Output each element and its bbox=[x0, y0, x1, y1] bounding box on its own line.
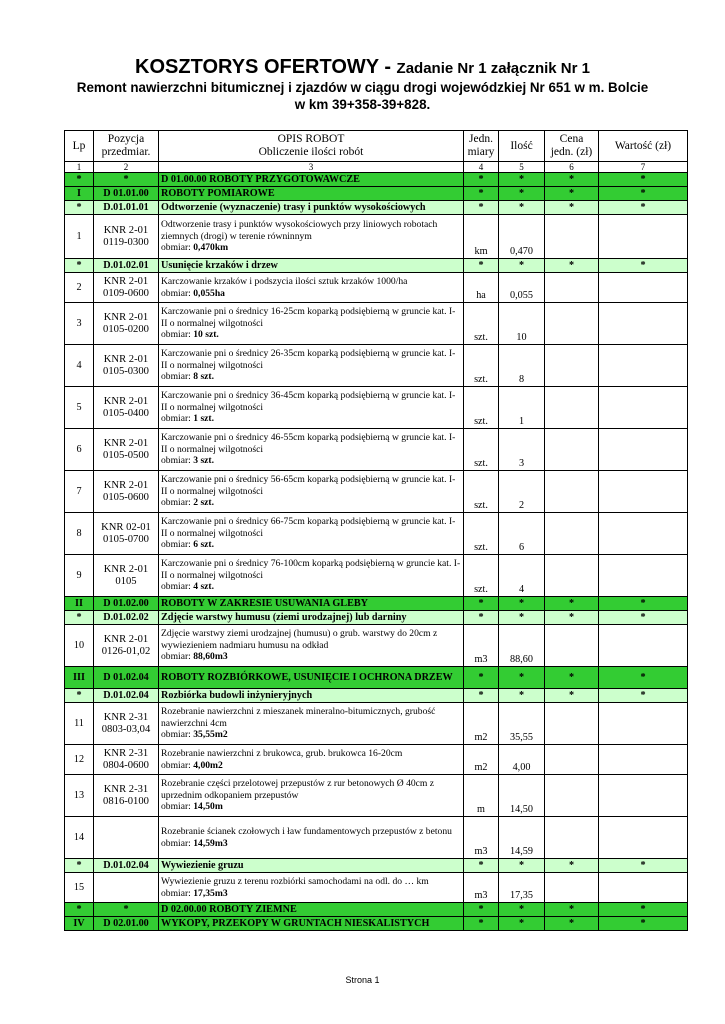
row-star: * bbox=[464, 917, 499, 931]
quantity-label: obmiar: bbox=[161, 581, 194, 593]
row-code: KNR 2-31 0803-03,04 bbox=[94, 703, 159, 745]
row-unit: szt. bbox=[464, 345, 499, 387]
quantity-label: obmiar: bbox=[161, 329, 194, 341]
row-star: * bbox=[464, 259, 499, 273]
section-row bbox=[65, 903, 688, 917]
quantity-label: obmiar: bbox=[161, 497, 194, 509]
item-row bbox=[65, 745, 688, 775]
header-jedn: Jedn. miary bbox=[464, 131, 499, 162]
row-code: KNR 02-01 0105-0700 bbox=[94, 513, 159, 555]
item-row bbox=[65, 471, 688, 513]
row-star: * bbox=[499, 667, 545, 689]
row-qty: 2 bbox=[499, 471, 545, 513]
row-lp: II bbox=[65, 597, 94, 611]
quantity-line bbox=[161, 497, 461, 508]
row-lp: 14 bbox=[65, 817, 94, 859]
row-title: ROBOTY ROZBIÓRKOWE, USUNIĘCIE I OCHRONA DRZEW bbox=[159, 667, 464, 689]
row-lp: 5 bbox=[65, 387, 94, 429]
quantity-line bbox=[161, 760, 461, 771]
item-row bbox=[65, 345, 688, 387]
row-star: * bbox=[499, 859, 545, 873]
quantity-value: 2 szt. bbox=[193, 497, 215, 509]
row-lp: 10 bbox=[65, 625, 94, 667]
subsection-row bbox=[65, 859, 688, 873]
row-code: KNR 2-31 0804-0600 bbox=[94, 745, 159, 775]
description-text: Karczowanie pni o średnicy 66-75cm koparką podsiębierną w gruncie kat. I-II o normalnej wilgotności bbox=[161, 516, 456, 539]
row-star: * bbox=[499, 187, 545, 201]
row-star: * bbox=[499, 597, 545, 611]
row-code: D.01.02.02 bbox=[94, 611, 159, 625]
quantity-label: obmiar: bbox=[161, 837, 194, 849]
row-code: D 01.01.00 bbox=[94, 187, 159, 201]
row-unit: m3 bbox=[464, 817, 499, 859]
row-value bbox=[599, 817, 688, 859]
row-value bbox=[599, 215, 688, 259]
row-qty: 10 bbox=[499, 303, 545, 345]
row-star: * bbox=[499, 201, 545, 215]
row-title: ROBOTY W ZAKRESIE USUWANIA GLEBY bbox=[159, 597, 464, 611]
row-lp: 2 bbox=[65, 273, 94, 303]
description-text: Karczowanie pni o średnicy 46-55cm koparką podsiębierną w gruncie kat. I-II o normalnej wilgotności bbox=[161, 432, 456, 455]
row-star: * bbox=[545, 201, 599, 215]
row-star: * bbox=[545, 903, 599, 917]
row-code: KNR 2-01 0105-0500 bbox=[94, 429, 159, 471]
quantity-line bbox=[161, 888, 461, 899]
row-description bbox=[159, 703, 464, 745]
row-star: * bbox=[599, 903, 688, 917]
quantity-value: 4,00m2 bbox=[193, 759, 223, 771]
row-description bbox=[159, 513, 464, 555]
quantity-line bbox=[161, 801, 461, 812]
row-star: * bbox=[464, 611, 499, 625]
row-star: * bbox=[599, 611, 688, 625]
row-star: * bbox=[599, 667, 688, 689]
column-number-row bbox=[65, 162, 688, 173]
cost-estimate-table bbox=[64, 130, 688, 931]
quantity-label: obmiar: bbox=[161, 371, 194, 383]
item-row bbox=[65, 303, 688, 345]
quantity-line bbox=[161, 288, 461, 299]
row-lp: IV bbox=[65, 917, 94, 931]
quantity-line bbox=[161, 651, 461, 662]
row-qty: 14,59 bbox=[499, 817, 545, 859]
row-lp: * bbox=[65, 903, 94, 917]
row-lp: 15 bbox=[65, 873, 94, 903]
row-star: * bbox=[545, 187, 599, 201]
quantity-label: obmiar: bbox=[161, 729, 194, 741]
section-row bbox=[65, 917, 688, 931]
document-title bbox=[0, 56, 725, 79]
row-lp: 8 bbox=[65, 513, 94, 555]
colnum: 7 bbox=[599, 162, 688, 173]
row-price bbox=[545, 429, 599, 471]
quantity-label: obmiar: bbox=[161, 651, 194, 663]
row-code bbox=[94, 873, 159, 903]
quantity-line bbox=[161, 371, 461, 382]
header-ilosc: Ilość bbox=[499, 131, 545, 162]
colnum: 1 bbox=[65, 162, 94, 173]
row-code: KNR 2-01 0119-0300 bbox=[94, 215, 159, 259]
item-row bbox=[65, 703, 688, 745]
row-unit: m2 bbox=[464, 745, 499, 775]
row-price bbox=[545, 625, 599, 667]
subsection-row bbox=[65, 259, 688, 273]
description-text: Rozebranie ścianek czołowych i ław fundamentowych przepustów z betonu bbox=[161, 826, 452, 838]
row-lp: III bbox=[65, 667, 94, 689]
row-code bbox=[94, 817, 159, 859]
quantity-label: obmiar: bbox=[161, 287, 194, 299]
row-star: * bbox=[499, 689, 545, 703]
row-star: * bbox=[599, 173, 688, 187]
description-text: Rozebranie nawierzchni z mieszanek mineralno-bitumicznych, grubość nawierzchni 4cm bbox=[161, 706, 436, 729]
row-lp: * bbox=[65, 859, 94, 873]
row-lp: * bbox=[65, 689, 94, 703]
row-title: Rozbiórka budowli inżynieryjnych bbox=[159, 689, 464, 703]
row-unit: m3 bbox=[464, 873, 499, 903]
row-star: * bbox=[464, 597, 499, 611]
row-star: * bbox=[499, 917, 545, 931]
quantity-label: obmiar: bbox=[161, 455, 194, 467]
row-qty: 4,00 bbox=[499, 745, 545, 775]
header-opis bbox=[159, 131, 464, 162]
row-unit: szt. bbox=[464, 387, 499, 429]
row-price bbox=[545, 471, 599, 513]
quantity-label: obmiar: bbox=[161, 413, 194, 425]
description-text: Karczowanie pni o średnicy 36-45cm koparką podsiębierną w gruncie kat. I-II o normalnej wilgotności bbox=[161, 390, 456, 413]
row-star: * bbox=[464, 903, 499, 917]
quantity-label: obmiar: bbox=[161, 759, 194, 771]
quantity-value: 0,055ha bbox=[193, 287, 225, 299]
row-unit: szt. bbox=[464, 555, 499, 597]
quantity-value: 17,35m3 bbox=[193, 887, 228, 899]
document-subtitle-line2: w km 39+358-39+828. bbox=[294, 97, 431, 112]
row-description bbox=[159, 387, 464, 429]
row-code: KNR 2-01 0105-0400 bbox=[94, 387, 159, 429]
row-unit: m3 bbox=[464, 625, 499, 667]
row-unit: szt. bbox=[464, 513, 499, 555]
description-text: Odtworzenie trasy i punktów wysokościowych przy liniowych robotach ziemnych (drogi) w terenie równinnym bbox=[161, 219, 438, 242]
row-description bbox=[159, 817, 464, 859]
row-price bbox=[545, 513, 599, 555]
quantity-value: 3 szt. bbox=[193, 455, 215, 467]
item-row bbox=[65, 429, 688, 471]
row-description bbox=[159, 873, 464, 903]
row-description bbox=[159, 303, 464, 345]
row-title: Zdjęcie warstwy humusu (ziemi urodzajnej) lub darniny bbox=[159, 611, 464, 625]
row-value bbox=[599, 775, 688, 817]
row-lp: I bbox=[65, 187, 94, 201]
row-description bbox=[159, 775, 464, 817]
row-value bbox=[599, 273, 688, 303]
quantity-line bbox=[161, 455, 461, 466]
row-qty: 14,50 bbox=[499, 775, 545, 817]
row-description bbox=[159, 273, 464, 303]
description-text: Wywiezienie gruzu z terenu rozbiórki samochodami na odl. do … km bbox=[161, 876, 429, 888]
page-footer: Strona 1 bbox=[345, 975, 380, 985]
quantity-line bbox=[161, 581, 461, 592]
row-star: * bbox=[464, 173, 499, 187]
header-cena: Cena jedn. (zł) bbox=[545, 131, 599, 162]
row-code: KNR 2-01 0126-01,02 bbox=[94, 625, 159, 667]
row-lp: 11 bbox=[65, 703, 94, 745]
row-lp: 4 bbox=[65, 345, 94, 387]
quantity-value: 10 szt. bbox=[193, 329, 219, 341]
row-star: * bbox=[545, 259, 599, 273]
row-star: * bbox=[499, 611, 545, 625]
quantity-label: obmiar: bbox=[161, 242, 194, 254]
row-star: * bbox=[599, 597, 688, 611]
row-star: * bbox=[599, 689, 688, 703]
row-title: Wywiezienie gruzu bbox=[159, 859, 464, 873]
item-row bbox=[65, 873, 688, 903]
row-price bbox=[545, 817, 599, 859]
quantity-line bbox=[161, 838, 461, 849]
row-code: KNR 2-01 0105-0600 bbox=[94, 471, 159, 513]
header-lp: Lp bbox=[65, 131, 94, 162]
row-code: KNR 2-01 0109-0600 bbox=[94, 273, 159, 303]
colnum: 6 bbox=[545, 162, 599, 173]
quantity-value: 1 szt. bbox=[193, 413, 215, 425]
row-lp: 3 bbox=[65, 303, 94, 345]
description-text: Karczowanie pni o średnicy 26-35cm koparką podsiębierną w gruncie kat. I-II o normalnej wilgotności bbox=[161, 348, 456, 371]
item-row bbox=[65, 775, 688, 817]
row-qty: 1 bbox=[499, 387, 545, 429]
row-unit: ha bbox=[464, 273, 499, 303]
row-lp: * bbox=[65, 259, 94, 273]
row-title: WYKOPY, PRZEKOPY W GRUNTACH NIESKALISTYCH bbox=[159, 917, 464, 931]
row-title: ROBOTY POMIAROWE bbox=[159, 187, 464, 201]
row-title: Odtworzenie (wyznaczenie) trasy i punktów wysokościowych bbox=[159, 201, 464, 215]
row-star: * bbox=[464, 689, 499, 703]
row-star: * bbox=[545, 689, 599, 703]
quantity-line bbox=[161, 329, 461, 340]
row-unit: km bbox=[464, 215, 499, 259]
row-star: * bbox=[545, 917, 599, 931]
section-row bbox=[65, 187, 688, 201]
row-star: * bbox=[464, 201, 499, 215]
row-star: * bbox=[599, 917, 688, 931]
quantity-label: obmiar: bbox=[161, 539, 194, 551]
row-star: * bbox=[464, 667, 499, 689]
item-row bbox=[65, 273, 688, 303]
quantity-value: 14,59m3 bbox=[193, 837, 228, 849]
row-unit: m bbox=[464, 775, 499, 817]
row-code: * bbox=[94, 903, 159, 917]
row-description bbox=[159, 345, 464, 387]
row-star: * bbox=[545, 667, 599, 689]
row-value bbox=[599, 703, 688, 745]
description-text: Karczowanie pni o średnicy 56-65cm koparką podsiębierną w gruncie kat. I-II o normalnej wilgotności bbox=[161, 474, 456, 497]
row-code: * bbox=[94, 173, 159, 187]
row-unit: szt. bbox=[464, 429, 499, 471]
header-opis-1: OPIS ROBOT bbox=[277, 133, 345, 145]
header-pozycja: Pozycja przedmiar. bbox=[94, 131, 159, 162]
row-price bbox=[545, 273, 599, 303]
row-qty: 3 bbox=[499, 429, 545, 471]
row-price bbox=[545, 745, 599, 775]
section-row bbox=[65, 667, 688, 689]
quantity-value: 0,470km bbox=[193, 242, 229, 254]
row-code: KNR 2-01 0105-0200 bbox=[94, 303, 159, 345]
row-description bbox=[159, 215, 464, 259]
row-code: D.01.02.01 bbox=[94, 259, 159, 273]
row-code: D 02.01.00 bbox=[94, 917, 159, 931]
row-qty: 88,60 bbox=[499, 625, 545, 667]
row-qty: 35,55 bbox=[499, 703, 545, 745]
row-title: D 02.00.00 ROBOTY ZIEMNE bbox=[159, 903, 464, 917]
colnum: 5 bbox=[499, 162, 545, 173]
section-row bbox=[65, 597, 688, 611]
colnum: 2 bbox=[94, 162, 159, 173]
item-row bbox=[65, 387, 688, 429]
row-code: D 01.02.04 bbox=[94, 667, 159, 689]
row-qty: 8 bbox=[499, 345, 545, 387]
row-lp: 6 bbox=[65, 429, 94, 471]
row-star: * bbox=[464, 187, 499, 201]
row-title: Usunięcie krzaków i drzew bbox=[159, 259, 464, 273]
row-lp: 1 bbox=[65, 215, 94, 259]
row-code: KNR 2-31 0816-0100 bbox=[94, 775, 159, 817]
row-star: * bbox=[599, 259, 688, 273]
row-description bbox=[159, 745, 464, 775]
row-value bbox=[599, 555, 688, 597]
row-price bbox=[545, 345, 599, 387]
quantity-value: 14,50m bbox=[193, 801, 223, 813]
row-lp: * bbox=[65, 611, 94, 625]
section-row bbox=[65, 173, 688, 187]
item-row bbox=[65, 555, 688, 597]
row-value bbox=[599, 471, 688, 513]
item-row bbox=[65, 817, 688, 859]
quantity-value: 8 szt. bbox=[193, 371, 215, 383]
row-value bbox=[599, 303, 688, 345]
row-value bbox=[599, 745, 688, 775]
row-qty: 0,055 bbox=[499, 273, 545, 303]
row-lp: 13 bbox=[65, 775, 94, 817]
row-value bbox=[599, 513, 688, 555]
row-star: * bbox=[545, 859, 599, 873]
row-lp: 9 bbox=[65, 555, 94, 597]
quantity-value: 4 szt. bbox=[193, 581, 215, 593]
row-price bbox=[545, 387, 599, 429]
row-qty: 17,35 bbox=[499, 873, 545, 903]
quantity-label: obmiar: bbox=[161, 801, 194, 813]
subsection-row bbox=[65, 689, 688, 703]
row-code: D 01.02.00 bbox=[94, 597, 159, 611]
row-star: * bbox=[599, 187, 688, 201]
item-row bbox=[65, 215, 688, 259]
title-main: KOSZTORYS OFERTOWY - bbox=[135, 56, 397, 78]
row-price bbox=[545, 303, 599, 345]
row-description bbox=[159, 555, 464, 597]
description-text: Zdjęcie warstwy ziemi urodzajnej (humusu) o grub. warstwy do 20cm z wywiezieniem nadmiaru humusu na odkład bbox=[161, 628, 438, 651]
row-star: * bbox=[599, 201, 688, 215]
quantity-value: 6 szt. bbox=[193, 539, 215, 551]
row-star: * bbox=[545, 611, 599, 625]
row-value bbox=[599, 345, 688, 387]
row-lp: 12 bbox=[65, 745, 94, 775]
row-unit: szt. bbox=[464, 471, 499, 513]
row-unit: m2 bbox=[464, 703, 499, 745]
row-code: D.01.02.04 bbox=[94, 689, 159, 703]
row-star: * bbox=[499, 173, 545, 187]
item-row bbox=[65, 625, 688, 667]
row-lp: 7 bbox=[65, 471, 94, 513]
document-subtitle-line1: Remont nawierzchni bitumicznej i zjazdów w ciągu drogi wojewódzkiej Nr 651 w m. Bolcie bbox=[76, 80, 649, 95]
subsection-row bbox=[65, 611, 688, 625]
quantity-line bbox=[161, 413, 461, 424]
row-value bbox=[599, 387, 688, 429]
row-price bbox=[545, 775, 599, 817]
subsection-row bbox=[65, 201, 688, 215]
quantity-line bbox=[161, 242, 461, 253]
row-value bbox=[599, 429, 688, 471]
row-lp: * bbox=[65, 201, 94, 215]
description-text: Karczowanie krzaków i podszycia ilości sztuk krzaków 1000/ha bbox=[161, 276, 408, 288]
row-value bbox=[599, 873, 688, 903]
row-code: D.01.02.04 bbox=[94, 859, 159, 873]
row-star: * bbox=[499, 259, 545, 273]
row-price bbox=[545, 215, 599, 259]
row-star: * bbox=[545, 173, 599, 187]
row-value bbox=[599, 625, 688, 667]
description-text: Karczowanie pni o średnicy 76-100cm koparką podsiębierną w gruncie kat. I-II o normalnej wilgotności bbox=[161, 558, 461, 581]
colnum: 3 bbox=[159, 162, 464, 173]
colnum: 4 bbox=[464, 162, 499, 173]
description-text: Karczowanie pni o średnicy 16-25cm koparką podsiębierną w gruncie kat. I-II o normalnej wilgotności bbox=[161, 306, 456, 329]
row-code: KNR 2-01 0105 bbox=[94, 555, 159, 597]
description-text: Rozebranie części przelotowej przepustów z rur betonowych Ø 40cm z uprzednim odkopaniem przepustów bbox=[161, 778, 435, 801]
row-star: * bbox=[499, 903, 545, 917]
row-code: D.01.01.01 bbox=[94, 201, 159, 215]
title-sub: Zadanie Nr 1 załącznik Nr 1 bbox=[396, 60, 590, 77]
row-qty: 0,470 bbox=[499, 215, 545, 259]
quantity-label: obmiar: bbox=[161, 887, 194, 899]
header-wartosc: Wartość (zł) bbox=[599, 131, 688, 162]
row-description bbox=[159, 625, 464, 667]
row-unit: szt. bbox=[464, 303, 499, 345]
description-text: Rozebranie nawierzchni z brukowca, grub. brukowca 16-20cm bbox=[161, 748, 403, 760]
row-description bbox=[159, 471, 464, 513]
row-star: * bbox=[599, 859, 688, 873]
item-row bbox=[65, 513, 688, 555]
quantity-line bbox=[161, 729, 461, 740]
row-price bbox=[545, 703, 599, 745]
row-lp: * bbox=[65, 173, 94, 187]
row-description bbox=[159, 429, 464, 471]
row-star: * bbox=[545, 597, 599, 611]
row-qty: 4 bbox=[499, 555, 545, 597]
row-star: * bbox=[464, 859, 499, 873]
row-price bbox=[545, 555, 599, 597]
row-qty: 6 bbox=[499, 513, 545, 555]
row-title: D 01.00.00 ROBOTY PRZYGOTOWAWCZE bbox=[159, 173, 464, 187]
quantity-line bbox=[161, 539, 461, 550]
header-opis-2: Obliczenie ilości robót bbox=[258, 146, 364, 158]
row-code: KNR 2-01 0105-0300 bbox=[94, 345, 159, 387]
row-price bbox=[545, 873, 599, 903]
quantity-value: 35,55m2 bbox=[193, 729, 228, 741]
table-header-row bbox=[65, 131, 688, 162]
quantity-value: 88,60m3 bbox=[193, 651, 228, 663]
